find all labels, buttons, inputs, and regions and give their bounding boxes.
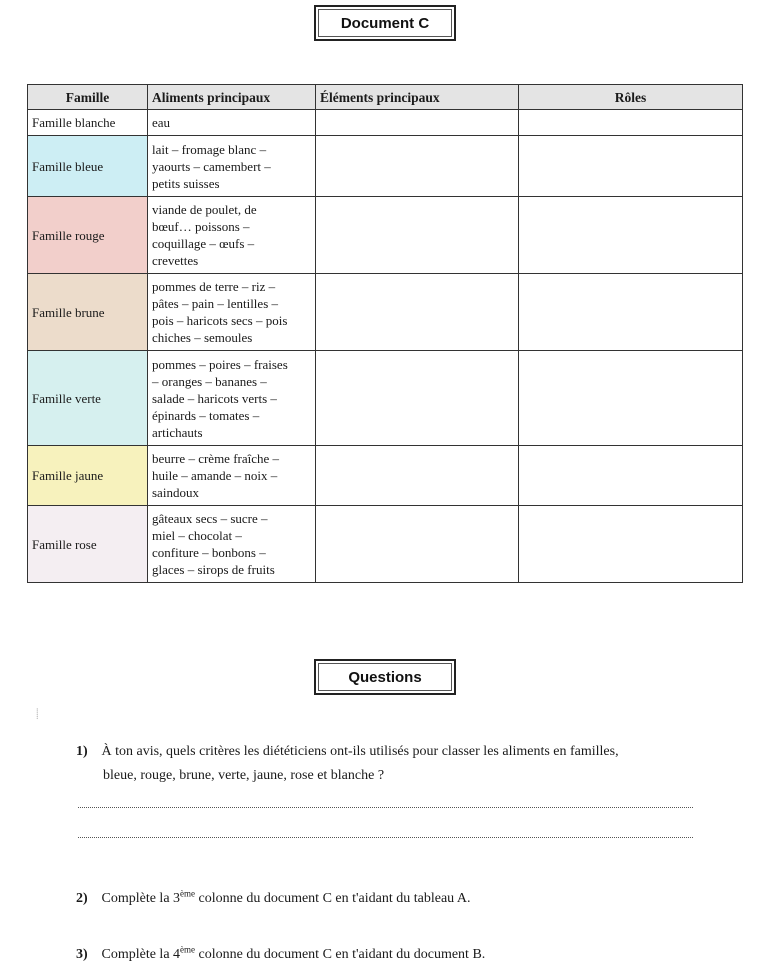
aliments-cell [148, 446, 316, 506]
question-1 [76, 740, 716, 788]
header-roles: Rôles [519, 85, 743, 110]
table-body [28, 110, 743, 583]
table-row [28, 506, 743, 583]
table-row [28, 274, 743, 351]
aliment-line: épinards – tomates – [152, 407, 260, 423]
aliment-line: pois – haricots secs – pois [152, 313, 288, 328]
header-famille: Famille [28, 85, 148, 110]
aliments-cell [148, 506, 316, 583]
elements-cell[interactable] [316, 136, 519, 197]
aliments-cell [148, 136, 316, 197]
table-row [28, 136, 743, 197]
famille-cell: Famille jaune [28, 446, 148, 506]
questions-title [314, 659, 456, 695]
famille-cell: Famille rouge [28, 197, 148, 274]
aliment-line: saindoux [152, 485, 199, 500]
answer-line[interactable] [78, 807, 693, 808]
aliment-line: pommes – poires – fraises [152, 356, 288, 372]
answer-line[interactable] [78, 837, 693, 838]
question-2 [76, 881, 716, 911]
question-text-continued: bleue, rouge, brune, verte, jaune, rose et blanche ? [103, 768, 385, 783]
famille-cell: Famille rose [28, 506, 148, 583]
aliments-cell [148, 197, 316, 274]
famille-cell: Famille bleue [28, 136, 148, 197]
questions-title-text: Questions [348, 668, 422, 686]
food-families-table [27, 84, 743, 583]
question-text: Complète la 3ème colonne du document C en t'aidant du tableau A. [101, 888, 471, 906]
aliment-line: gâteaux secs – sucre – [152, 511, 268, 526]
famille-cell: Famille verte [28, 351, 148, 446]
elements-cell[interactable] [316, 506, 519, 583]
aliment-line: – oranges – bananes – [152, 373, 267, 389]
elements-cell[interactable] [316, 197, 519, 274]
document-title-text: Document C [340, 14, 430, 32]
question-number: 1) [76, 744, 88, 759]
aliment-line: glaces – sirops de fruits [152, 562, 275, 577]
aliment-line: huile – amande – noix – [152, 468, 278, 483]
famille-cell: Famille blanche [28, 110, 148, 136]
margin-mark: ⸽ [36, 709, 39, 720]
roles-cell[interactable] [519, 274, 743, 351]
aliment-line: salade – haricots verts – [152, 390, 277, 406]
header-elements-principaux: Éléments principaux [316, 85, 519, 110]
table-header-row [28, 85, 743, 110]
table-row [28, 351, 743, 446]
roles-cell[interactable] [519, 446, 743, 506]
aliment-line: crevettes [152, 253, 199, 268]
table-row [28, 110, 743, 136]
aliment-line: lait – fromage blanc – [152, 141, 267, 157]
question-number: 3) [76, 946, 88, 962]
aliment-line: bœuf… poissons – [152, 219, 250, 234]
aliment-line: beurre – crème fraîche – [152, 451, 280, 466]
famille-cell: Famille brune [28, 274, 148, 351]
question-text: Complète la 4ème colonne du document C en t'aidant du document B. [101, 944, 486, 962]
question-number: 2) [76, 890, 88, 906]
aliments-cell [148, 110, 316, 136]
elements-cell[interactable] [316, 110, 519, 136]
table-row [28, 446, 743, 506]
aliment-line: miel – chocolat – [152, 528, 242, 543]
elements-cell[interactable] [316, 274, 519, 351]
question-3 [76, 937, 716, 967]
table-row [28, 197, 743, 274]
aliment-line: chiches – semoules [152, 330, 253, 345]
elements-cell[interactable] [316, 351, 519, 446]
aliment-line: petits suisses [152, 175, 220, 191]
aliments-cell [148, 351, 316, 446]
aliment-line: confiture – bonbons – [152, 545, 266, 560]
aliment-line: eau [152, 115, 171, 130]
elements-cell[interactable] [316, 446, 519, 506]
aliments-cell [148, 274, 316, 351]
aliment-line: pommes de terre – riz – [152, 279, 276, 294]
aliment-line: yaourts – camembert – [152, 158, 271, 174]
aliment-line: artichauts [152, 424, 203, 440]
header-aliments-principaux: Aliments principaux [148, 85, 316, 110]
roles-cell[interactable] [519, 351, 743, 446]
document-title [314, 5, 456, 41]
aliment-line: coquillage – œufs – [152, 236, 255, 251]
roles-cell[interactable] [519, 506, 743, 583]
roles-cell[interactable] [519, 197, 743, 274]
question-text: À ton avis, quels critères les diététiciens ont-ils utilisés pour classer les aliments en familles, [101, 744, 619, 759]
aliment-line: viande de poulet, de [152, 202, 257, 217]
aliment-line: pâtes – pain – lentilles – [152, 296, 279, 311]
roles-cell[interactable] [519, 110, 743, 136]
roles-cell[interactable] [519, 136, 743, 197]
